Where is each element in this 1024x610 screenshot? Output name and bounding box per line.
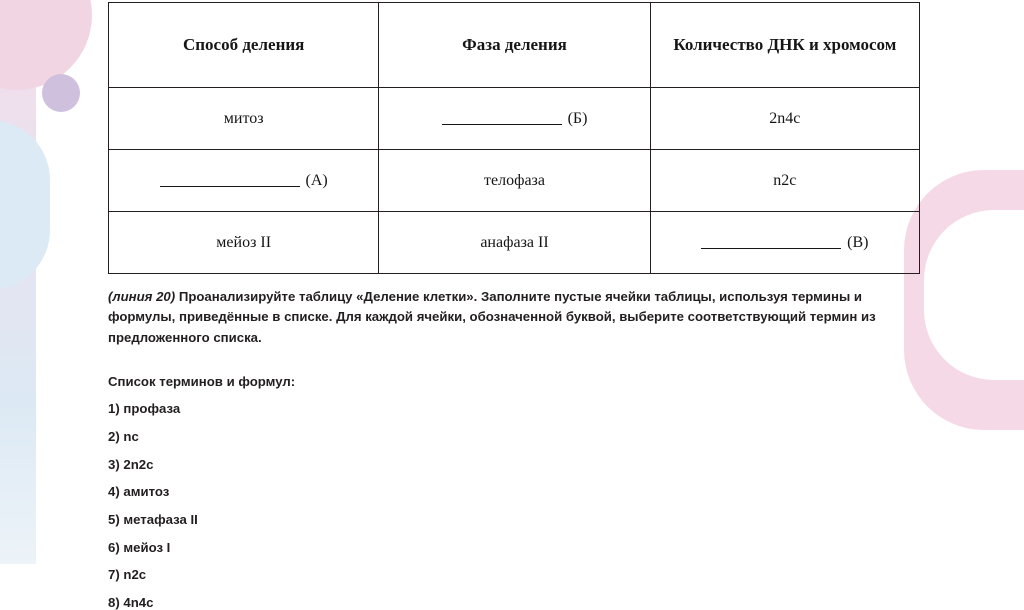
task-line-reference: (линия 20) [108,289,176,304]
decorative-shape-white-right [924,210,1024,380]
terms-list [108,401,920,610]
blank-line [701,236,841,249]
list-item: 3) 2n2c [108,456,154,472]
cell-amount-3-blank [650,212,919,274]
cell-division-table [108,2,920,274]
blank-line [442,112,562,125]
decorative-circle-pink [0,0,92,90]
list-item: 5) метафаза II [108,512,198,528]
list-item: 1) профаза [108,401,181,417]
cell-method-3: мейоз II [109,212,379,274]
list-item: 4) амитоз [108,484,170,500]
cell-letter-a: (А) [305,171,328,189]
cell-amount-1: 2n4c [650,88,919,150]
decorative-circle-lilac [42,74,80,112]
list-item: 2) nc [108,429,139,445]
column-header-phase: Фаза деления [379,3,650,88]
table-row [109,212,920,274]
list-item: 7) n2c [108,567,147,583]
cell-phase-3: анафаза II [379,212,650,274]
cell-method-2-blank [109,150,379,212]
cell-phase-2: телофаза [379,150,650,212]
column-header-method: Способ деления [109,3,379,88]
table-row [109,150,920,212]
decorative-shape-blue [0,120,50,290]
cell-letter-b: (Б) [567,109,588,127]
cell-amount-2: n2c [650,150,919,212]
list-item: 8) 4n4c [108,595,154,610]
list-item: 6) мейоз I [108,539,171,555]
slide-content [108,0,920,610]
task-instruction [108,287,908,348]
task-body: Проанализируйте таблицу «Деление клетки». Заполните пустые ячейки таблицы, используя термины и формулы, приведённые в списке. Для каждой ячейки, обозначенной буквой, выберите соответствующий термин из предложенного списка. [108,289,876,345]
cell-method-1: митоз [109,88,379,150]
cell-letter-v: (В) [847,233,869,251]
blank-line [160,174,300,187]
table-row [109,88,920,150]
cell-phase-1-blank [379,88,650,150]
terms-list-title: Список терминов и формул: [108,374,296,390]
table-header-row [109,3,920,88]
column-header-amount: Количество ДНК и хромосом [650,3,919,88]
